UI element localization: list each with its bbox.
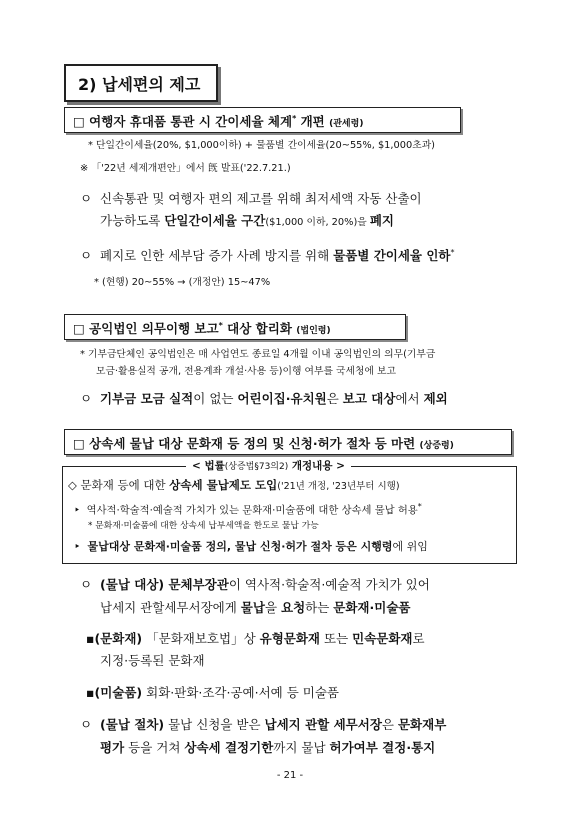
page-title: 2) 납세편의 제고 [78, 75, 201, 94]
section-title-end: 개편 [296, 114, 325, 129]
bullet-rate-cut [80, 244, 455, 265]
text-span: 은 [381, 717, 398, 732]
text-span: 은 [326, 391, 343, 406]
bold-span: 상속세 물납제도 도입 [169, 478, 278, 492]
bold-span: 물납 [240, 600, 265, 615]
sub-bullet-cultural-property-line2: 지정·등록된 문화재 [100, 653, 205, 668]
text-span: 이 없는 [193, 391, 238, 406]
bullet-payment-target [80, 576, 430, 594]
sub-bullet-cultural-property [86, 630, 425, 648]
footnote-rates: * 단일간이세율(20%, $1,000이하) + 물품별 간이세율(20~55%, $1,000초과) [88, 140, 435, 151]
text-span: 가능하도록 [100, 213, 165, 228]
bullet-speed-clearance [80, 190, 422, 208]
section-title-traveler [73, 112, 363, 130]
text-span: 「문화재보호법」상 [142, 631, 260, 646]
arrow-marker: ‣ [74, 504, 81, 517]
text-span: 까지 물납 [273, 740, 330, 755]
text-span: ($1,000 이하, 20%)을 [265, 217, 370, 228]
text-span: 을 [264, 600, 281, 615]
text-span: 납세지 관할세무서장에게 [100, 600, 241, 615]
section-title-inheritance [73, 434, 454, 452]
section-box-traveler [64, 107, 461, 133]
text-span: 폐지로 인한 세부담 증가 사례 방지를 위해 [100, 248, 334, 264]
bold-span: (물납 절차) [100, 717, 165, 732]
section-tag: (관세령) [329, 119, 364, 129]
box-marker: □ [73, 114, 85, 129]
sub-bullet-artwork [86, 684, 339, 702]
text-span: 이 역사적·학술적·예술적 가치가 있어 [228, 577, 430, 592]
law-item-1 [68, 476, 400, 496]
text-span: 문화재 등에 대한 [80, 478, 170, 492]
law-item-2-footnote: * 문화재·미술품에 대한 상속세 납부세액을 한도로 물납 가능 [88, 521, 319, 531]
section-title-text: 여행자 휴대품 통관 시 간이세율 체계 [89, 114, 293, 129]
text-span: 로 [412, 631, 425, 646]
bold-span: (미술품) [94, 685, 143, 700]
text-span: 물납 신청을 받은 [164, 717, 265, 732]
bold-span: 허가여부 결정·통지 [329, 740, 436, 755]
box-marker: □ [73, 436, 85, 451]
sup: * [450, 248, 455, 257]
text-span: 등을 거쳐 [124, 740, 185, 755]
section-box-public-interest [64, 314, 406, 340]
square-marker: ▪ [86, 685, 95, 700]
text-span: (상증법§73의2) [224, 462, 289, 472]
bullet-text: 신속통관 및 여행자 편의 제고를 위해 최저세액 자동 산출이 [100, 191, 422, 206]
text-span: 역사적·학술적·예술적 가치가 있는 문화재·미술품에 대한 상속세 물납 허용 [86, 504, 418, 517]
section-title-end: 대상 합리화 [222, 321, 292, 336]
section-title-text: 상속세 물납 대상 문화재 등 정의 및 신청·허가 절차 등 마련 [89, 436, 416, 451]
bold-span: 물납대상 문화재·미술품 정의, 물납 신청·허가 절차 등은 시행령 [87, 540, 393, 553]
section-heading-box [64, 64, 218, 102]
text-span: ('21년 개정, '23년부터 시행) [277, 481, 400, 492]
footnote-public-interest-2: 모금·활용실적 공개, 전용계좌 개설·사용 등)이행 여부를 국세청에 보고 [96, 366, 396, 377]
bullet-marker: ㅇ [80, 248, 93, 264]
section-tag: (법인령) [296, 326, 331, 336]
bold-span: 보고 대상 [342, 391, 396, 406]
bold-span: 평가 [100, 740, 125, 755]
bullet-marker: ㅇ [80, 577, 93, 592]
box-marker: □ [73, 321, 85, 336]
bold-span: 기부금 모금 실적 [100, 391, 194, 406]
bullet-marker: ㅇ [80, 191, 93, 206]
bold-span: (문화재) [94, 631, 143, 646]
bold-span: 폐지 [369, 213, 395, 228]
law-item-3 [74, 538, 428, 556]
law-box-title [186, 458, 351, 473]
bold-span: 문화재부 [397, 717, 447, 732]
bold-span: 문체부장관 [164, 577, 229, 592]
text-span: 하는 [305, 600, 334, 615]
section-title-public-interest [73, 319, 331, 337]
text-span: 또는 [320, 631, 353, 646]
bullet-payment-procedure [80, 716, 446, 734]
page-number: - 21 - [276, 770, 304, 781]
diamond-marker: ◇ [68, 478, 77, 492]
bold-span: 유형문화재 [259, 631, 321, 646]
arrow-marker: ‣ [74, 540, 81, 553]
section-box-inheritance [64, 429, 512, 455]
section-tag: (상증령) [419, 441, 454, 451]
bold-span: 요청 [281, 600, 306, 615]
bold-span: 단일간이세율 구간 [164, 213, 266, 228]
bold-span: 물품별 간이세율 인하 [333, 248, 451, 264]
footnote-rate-change: * (현행) 20~55% → (개정안) 15~47% [94, 277, 271, 288]
bold-span: 민속문화재 [352, 631, 413, 646]
bold-span: 상속세 결정기한 [184, 740, 274, 755]
bold-span: (물납 대상) [100, 577, 165, 592]
bold-span: 납세지 관할 세무서장 [264, 717, 382, 732]
text-span: 개정내용 > [288, 460, 345, 472]
bullet-payment-target-line2 [100, 599, 410, 617]
text-span: 회화·판화·조각·공예·서예 등 미술품 [142, 685, 340, 700]
bold-span: 어린이집·유치원 [237, 391, 327, 406]
section-title-text: 공익법인 의무이행 보고 [89, 321, 219, 336]
text-span: 에서 [395, 391, 424, 406]
square-marker: ▪ [86, 631, 95, 646]
title-sup: * [218, 320, 223, 330]
bold-span: 제외 [423, 391, 448, 406]
footnote-public-interest-1: * 기부금단체인 공익법인은 매 사업연도 종료일 4개월 이내 공익법인의 의무(기부금 [80, 349, 436, 360]
bold-span: 문화재·미술품 [333, 600, 411, 615]
bullet-marker: ㅇ [80, 717, 93, 732]
bullet-speed-clearance-line2 [100, 212, 394, 232]
footnote-announcement: ※ 「'22년 세제개편안」에서 旣 발표('22.7.21.) [80, 163, 291, 174]
title-sup: * [292, 113, 297, 123]
bullet-exclusion [80, 390, 448, 408]
bullet-marker: ㅇ [80, 391, 93, 406]
sup: * [417, 502, 422, 511]
text-span: 에 위임 [392, 540, 428, 553]
bullet-payment-procedure-line2 [100, 739, 435, 757]
text-span: < 법률 [192, 460, 225, 472]
